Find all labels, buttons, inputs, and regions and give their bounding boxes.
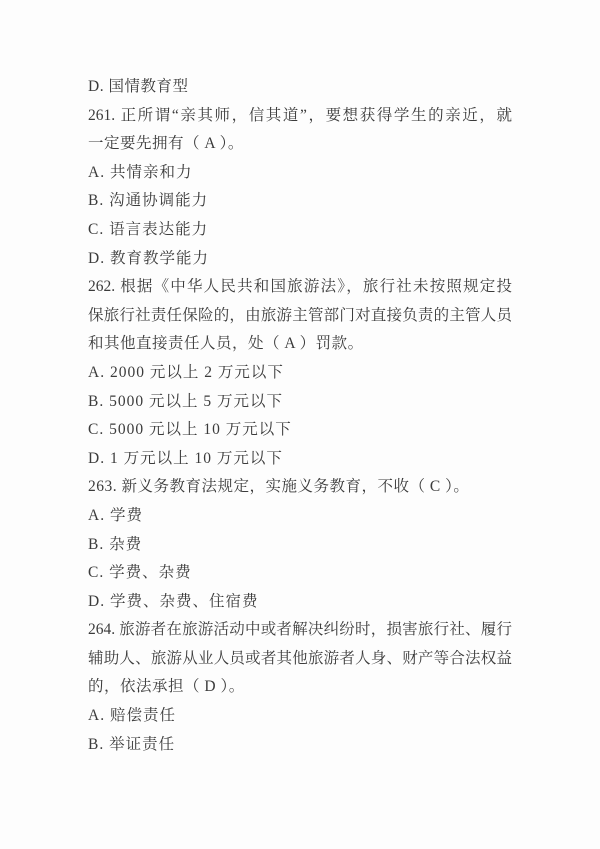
option-line-b: B. 杂费 xyxy=(88,535,143,553)
question-stem-line: 的，依法承担（ D ）。 xyxy=(88,678,245,696)
question-263 xyxy=(88,473,512,616)
option-line-c: C. 语言表达能力 xyxy=(88,220,209,238)
option-line-a: A. 共情亲和力 xyxy=(88,163,193,181)
option-line-d: D. 教育教学能力 xyxy=(88,249,209,267)
option-line-b: B. 沟通协调能力 xyxy=(88,192,209,210)
option-line-a: A. 2000 元以上 2 万元以下 xyxy=(88,363,284,381)
question-stem-line: 264. 旅游者在旅游活动中或者解决纠纷时，损害旅行社、履行 xyxy=(88,621,512,639)
option-line-a: A. 学费 xyxy=(88,506,143,524)
question-stem-line: 一定要先拥有（ A ）。 xyxy=(88,135,244,153)
option-line-c: C. 5000 元以上 10 万元以下 xyxy=(88,421,292,439)
question-262 xyxy=(88,273,512,473)
question-stem-line: 261. 正所谓“亲其师，信其道”，要想获得学生的亲近，就 xyxy=(88,106,512,124)
option-line-b: B. 举证责任 xyxy=(88,735,176,753)
question-stem-line: 和其他直接责任人员，处（ A ）罚款。 xyxy=(88,335,364,353)
question-stem-line: 辅助人、旅游从业人员或者其他旅游者人身、财产等合法权益 xyxy=(88,649,512,667)
exam-text-block xyxy=(88,73,512,759)
orphan-option-line: D. 国情教育型 xyxy=(88,78,189,95)
option-line-c: C. 学费、杂费 xyxy=(88,564,192,582)
question-261 xyxy=(88,102,512,274)
question-stem-line: 保旅行社责任保险的，由旅游主管部门对直接负责的主管人员 xyxy=(88,306,512,324)
option-line-b: B. 5000 元以上 5 万元以下 xyxy=(88,392,283,410)
question-stem-line: 263. 新义务教育法规定，实施义务教育，不收（ C ）。 xyxy=(88,478,470,496)
option-line-a: A. 赔偿责任 xyxy=(88,707,176,725)
option-line-d: D. 学费、杂费、住宿费 xyxy=(88,592,259,610)
option-line-d: D. 1 万元以上 10 万元以下 xyxy=(88,449,283,467)
question-stem-line: 262. 根据《中华人民共和国旅游法》，旅行社未按照规定投 xyxy=(88,278,512,296)
question-264 xyxy=(88,616,512,759)
